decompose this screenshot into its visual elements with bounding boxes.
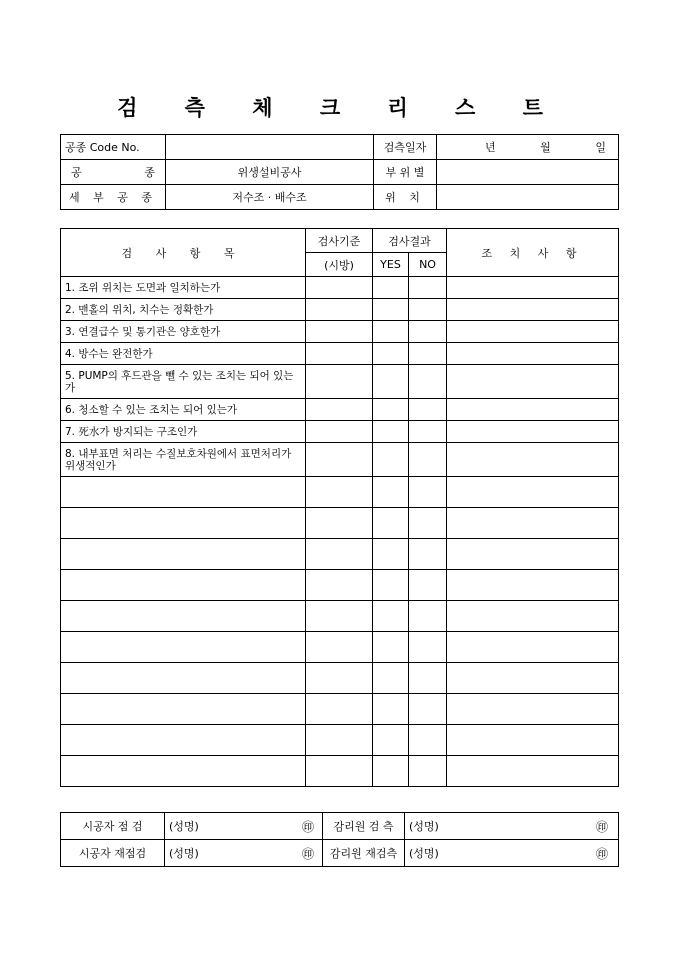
standard-cell[interactable] xyxy=(306,601,373,632)
action-cell[interactable] xyxy=(447,570,619,601)
location-value[interactable] xyxy=(437,185,619,210)
standard-cell[interactable] xyxy=(306,299,373,321)
check-item-text xyxy=(61,632,306,663)
action-cell[interactable] xyxy=(447,756,619,787)
check-item-text: 4. 방수는 완전한가 xyxy=(61,343,306,365)
action-cell[interactable] xyxy=(447,601,619,632)
action-cell[interactable] xyxy=(447,539,619,570)
page-title: 검 측 체 크 리 스 트 xyxy=(117,95,563,120)
no-cell[interactable] xyxy=(409,601,447,632)
table-row xyxy=(61,663,619,694)
action-cell[interactable] xyxy=(447,421,619,443)
table-row xyxy=(61,539,619,570)
check-item-text xyxy=(61,601,306,632)
standard-cell[interactable] xyxy=(306,539,373,570)
standard-cell[interactable] xyxy=(306,663,373,694)
standard-cell[interactable] xyxy=(306,443,373,477)
no-cell[interactable] xyxy=(409,343,447,365)
signature-table xyxy=(60,812,619,867)
standard-cell[interactable] xyxy=(306,477,373,508)
check-item-text xyxy=(61,756,306,787)
standard-cell[interactable] xyxy=(306,756,373,787)
table-row xyxy=(61,508,619,539)
check-item-text xyxy=(61,663,306,694)
check-item-text xyxy=(61,508,306,539)
table-row xyxy=(61,321,619,343)
yes-cell[interactable] xyxy=(373,443,409,477)
action-cell[interactable] xyxy=(447,321,619,343)
code-label: 공종 Code No. xyxy=(61,135,166,160)
no-cell[interactable] xyxy=(409,725,447,756)
detail-label: 세 부 공 종 xyxy=(61,185,166,210)
standard-cell[interactable] xyxy=(306,421,373,443)
check-item-text: 7. 死水가 방지되는 구조인가 xyxy=(61,421,306,443)
seal-icon: ㊞ xyxy=(246,813,323,840)
no-cell[interactable] xyxy=(409,508,447,539)
standard-cell[interactable] xyxy=(306,508,373,539)
no-cell[interactable] xyxy=(409,663,447,694)
table-row xyxy=(61,725,619,756)
standard-cell[interactable] xyxy=(306,694,373,725)
no-cell[interactable] xyxy=(409,277,447,299)
col-yes-header: YES xyxy=(373,253,409,277)
supervisor-check-sign-placeholder: (성명) xyxy=(409,819,439,833)
date-value[interactable] xyxy=(437,135,619,160)
yes-cell[interactable] xyxy=(373,343,409,365)
action-cell[interactable] xyxy=(447,663,619,694)
yes-cell[interactable] xyxy=(373,570,409,601)
no-cell[interactable] xyxy=(409,365,447,399)
no-cell[interactable] xyxy=(409,399,447,421)
check-item-text: 8. 내부표면 처리는 수질보호차원에서 표면처리가 위생적인가 xyxy=(61,443,306,477)
col-items-header: 검 사 항 목 xyxy=(61,229,306,277)
table-row xyxy=(61,343,619,365)
yes-cell[interactable] xyxy=(373,508,409,539)
table-row xyxy=(61,299,619,321)
header-table xyxy=(60,134,619,210)
part-label: 부 위 별 xyxy=(374,160,437,185)
check-item-text xyxy=(61,539,306,570)
standard-cell[interactable] xyxy=(306,632,373,663)
table-row xyxy=(61,601,619,632)
no-cell[interactable] xyxy=(409,443,447,477)
table-row xyxy=(61,570,619,601)
action-cell[interactable] xyxy=(447,365,619,399)
supervisor-recheck-sign-placeholder: (성명) xyxy=(409,846,439,860)
date-year: 년 xyxy=(485,141,496,154)
check-item-text: 6. 청소할 수 있는 조치는 되어 있는가 xyxy=(61,399,306,421)
yes-cell[interactable] xyxy=(373,694,409,725)
table-row xyxy=(61,365,619,399)
table-row xyxy=(61,421,619,443)
col-standard-header: 검사기준 xyxy=(306,229,373,253)
check-item-text: 2. 맨홀의 위치, 치수는 정확한가 xyxy=(61,299,306,321)
standard-cell[interactable] xyxy=(306,399,373,421)
standard-cell[interactable] xyxy=(306,725,373,756)
col-result-header: 검사결과 xyxy=(373,229,447,253)
yes-cell[interactable] xyxy=(373,539,409,570)
action-cell[interactable] xyxy=(447,299,619,321)
date-month: 월 xyxy=(540,141,551,154)
table-row xyxy=(61,694,619,725)
table-row xyxy=(61,277,619,299)
standard-cell[interactable] xyxy=(306,365,373,399)
action-cell[interactable] xyxy=(447,694,619,725)
standard-cell[interactable] xyxy=(306,277,373,299)
action-cell[interactable] xyxy=(447,343,619,365)
seal-icon: ㊞ xyxy=(595,819,608,834)
action-cell[interactable] xyxy=(447,725,619,756)
table-row xyxy=(61,632,619,663)
col-no-header: NO xyxy=(409,253,447,277)
seal-icon: ㊞ xyxy=(595,846,608,861)
action-cell[interactable] xyxy=(447,477,619,508)
action-cell[interactable] xyxy=(447,399,619,421)
yes-cell[interactable] xyxy=(373,725,409,756)
no-cell[interactable] xyxy=(409,321,447,343)
yes-cell[interactable] xyxy=(373,663,409,694)
detail-value[interactable]: 저수조 · 배수조 xyxy=(166,185,374,210)
check-item-text: 5. PUMP의 후드관을 뺄 수 있는 조치는 되어 있는가 xyxy=(61,365,306,399)
no-cell[interactable] xyxy=(409,756,447,787)
supervisor-check-sign[interactable] xyxy=(405,813,619,840)
work-label: 공 종 xyxy=(61,160,166,185)
check-item-text xyxy=(61,570,306,601)
code-value[interactable] xyxy=(166,135,374,160)
check-item-text: 1. 조위 위치는 도면과 일치하는가 xyxy=(61,277,306,299)
check-item-text xyxy=(61,725,306,756)
yes-cell[interactable] xyxy=(373,477,409,508)
part-value[interactable] xyxy=(437,160,619,185)
check-item-text xyxy=(61,694,306,725)
standard-cell[interactable] xyxy=(306,343,373,365)
yes-cell[interactable] xyxy=(373,601,409,632)
standard-cell[interactable] xyxy=(306,321,373,343)
yes-cell[interactable] xyxy=(373,756,409,787)
no-cell[interactable] xyxy=(409,299,447,321)
work-value[interactable]: 위생설비공사 xyxy=(166,160,374,185)
contractor-check-label: 시공자 점 검 xyxy=(61,813,165,840)
no-cell[interactable] xyxy=(409,477,447,508)
table-row xyxy=(61,399,619,421)
no-cell[interactable] xyxy=(409,421,447,443)
checklist-table xyxy=(60,228,619,787)
table-row xyxy=(61,756,619,787)
seal-icon: ㊞ xyxy=(246,840,323,867)
contractor-recheck-label: 시공자 재점검 xyxy=(61,840,165,867)
check-item-text: 3. 연결급수 및 통기관은 양호한가 xyxy=(61,321,306,343)
col-action-header: 조 치 사 항 xyxy=(447,229,619,277)
action-cell[interactable] xyxy=(447,443,619,477)
supervisor-recheck-label: 감리원 재검측 xyxy=(323,840,405,867)
no-cell[interactable] xyxy=(409,632,447,663)
no-cell[interactable] xyxy=(409,694,447,725)
action-cell[interactable] xyxy=(447,508,619,539)
supervisor-check-label: 감리원 검 측 xyxy=(323,813,405,840)
date-label: 검측일자 xyxy=(374,135,437,160)
check-item-text xyxy=(61,477,306,508)
date-day: 일 xyxy=(595,141,606,154)
yes-cell[interactable] xyxy=(373,399,409,421)
contractor-check-sign[interactable]: (성명) xyxy=(165,813,246,840)
table-row xyxy=(61,443,619,477)
yes-cell[interactable] xyxy=(373,321,409,343)
no-cell[interactable] xyxy=(409,570,447,601)
col-standard-subheader: (시방) xyxy=(306,253,373,277)
action-cell[interactable] xyxy=(447,632,619,663)
contractor-recheck-sign[interactable]: (성명) xyxy=(165,840,246,867)
yes-cell[interactable] xyxy=(373,632,409,663)
location-label: 위 치 xyxy=(374,185,437,210)
yes-cell[interactable] xyxy=(373,421,409,443)
action-cell[interactable] xyxy=(447,277,619,299)
yes-cell[interactable] xyxy=(373,277,409,299)
yes-cell[interactable] xyxy=(373,299,409,321)
yes-cell[interactable] xyxy=(373,365,409,399)
table-row xyxy=(61,477,619,508)
standard-cell[interactable] xyxy=(306,570,373,601)
supervisor-recheck-sign[interactable] xyxy=(405,840,619,867)
no-cell[interactable] xyxy=(409,539,447,570)
